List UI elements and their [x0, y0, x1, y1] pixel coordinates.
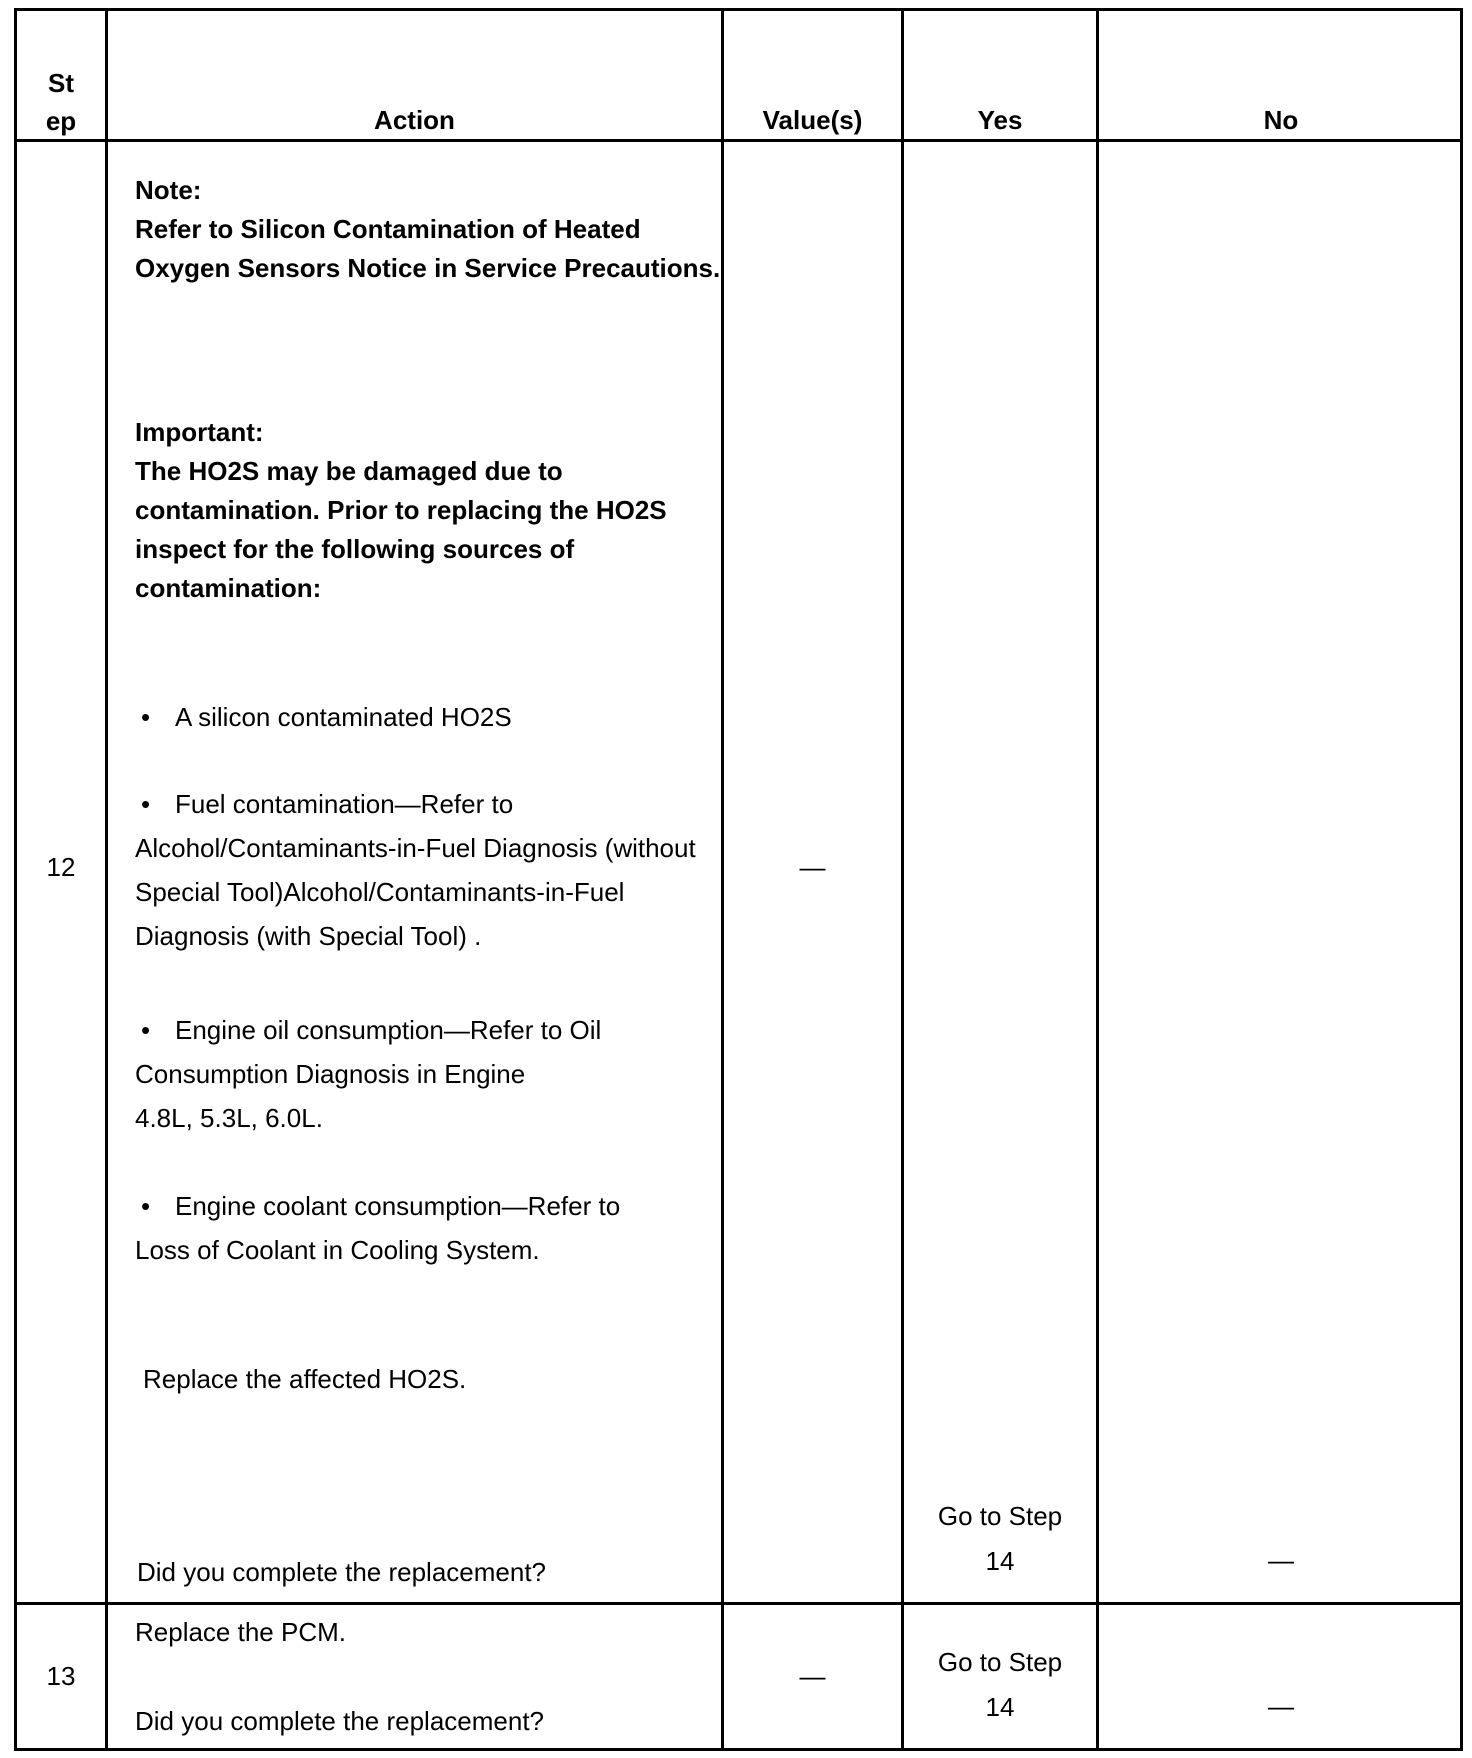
bullet-item: [135, 785, 513, 824]
yes-link-step[interactable]: 14: [985, 1546, 1015, 1576]
step-number: 12: [46, 852, 76, 882]
note-text: Oxygen Sensors Notice in Service Precautions.: [135, 253, 721, 283]
question: Did you complete the replacement?: [135, 1706, 545, 1736]
header-no: No: [1263, 105, 1299, 135]
bullet-text: Engine coolant consumption—Refer to: [175, 1191, 621, 1221]
value-cell: —: [799, 1661, 826, 1691]
bullet-text: 4.8L, 5.3L, 6.0L.: [135, 1103, 323, 1133]
bullet-text: Loss of Coolant in Cooling System.: [135, 1235, 540, 1265]
procedure-table: [14, 8, 1463, 1751]
header-yes: Yes: [977, 105, 1023, 135]
replace-instruction: Replace the affected HO2S.: [143, 1364, 467, 1394]
header-step-line2: ep: [45, 106, 77, 136]
note-label: Note:: [135, 175, 202, 205]
yes-link[interactable]: [904, 1640, 1096, 1730]
bullet-item: [135, 1187, 620, 1226]
note-text: Refer to Silicon Contamination of Heated: [135, 214, 641, 244]
header-step-line1: St: [48, 68, 74, 98]
yes-link[interactable]: [904, 1494, 1096, 1584]
important-label: Important:: [135, 417, 264, 447]
header-values: Value(s): [762, 105, 863, 135]
value-cell: —: [799, 852, 826, 882]
bullet-text: Alcohol/Contaminants-in-Fuel Diagnosis (without: [135, 833, 696, 863]
no-cell: —: [1268, 1691, 1294, 1721]
important-text: The HO2S may be damaged due to: [135, 456, 563, 486]
important-text: contamination. Prior to replacing the HO2S: [135, 495, 667, 525]
header-step: [17, 64, 105, 140]
bullet-text: Engine oil consumption—Refer to Oil: [175, 1015, 602, 1045]
step-number: 13: [46, 1661, 76, 1691]
bullet-icon: •: [141, 702, 151, 732]
bullet-icon: •: [141, 1015, 151, 1045]
bullet-text: Special Tool)Alcohol/Contaminants-in-Fuel: [135, 877, 625, 907]
bullet-text: Fuel contamination—Refer to: [175, 789, 514, 819]
bullet-item: [135, 698, 512, 737]
column-divider: [901, 11, 904, 1748]
yes-link-text[interactable]: Go to Step: [937, 1501, 1063, 1531]
bullet-icon: •: [141, 789, 151, 819]
bullet-text: Diagnosis (with Special Tool) .: [135, 921, 482, 951]
question: Did you complete the replacement?: [137, 1557, 547, 1587]
action-text: Replace the PCM.: [135, 1617, 346, 1647]
row-divider: [17, 1602, 1460, 1605]
header-action: Action: [374, 105, 455, 135]
important-text: contamination:: [135, 573, 322, 603]
bullet-text: A silicon contaminated HO2S: [175, 702, 512, 732]
bullet-item: [135, 1011, 601, 1050]
yes-link-text[interactable]: Go to Step: [937, 1647, 1063, 1677]
important-text: inspect for the following sources of: [135, 534, 575, 564]
bullet-icon: •: [141, 1191, 151, 1221]
column-divider: [1096, 11, 1099, 1748]
bullet-text: Consumption Diagnosis in Engine: [135, 1059, 526, 1089]
column-divider: [105, 11, 108, 1748]
no-cell: —: [1268, 1545, 1294, 1575]
yes-link-step[interactable]: 14: [985, 1692, 1015, 1722]
